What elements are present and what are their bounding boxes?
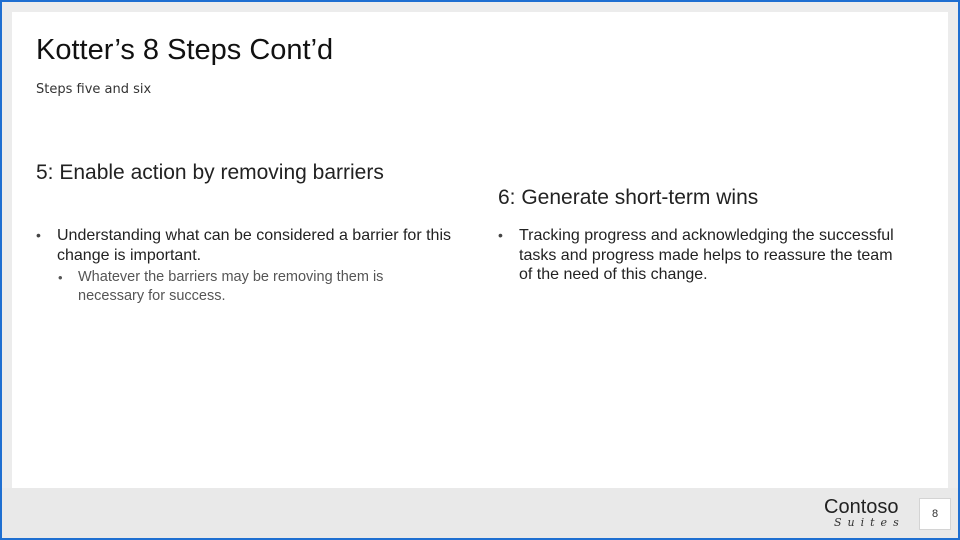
left-bullet-item	[32, 226, 452, 306]
logo-tagline: Suites	[834, 516, 905, 529]
slide-canvas	[12, 12, 948, 488]
left-sub-bullet-list	[57, 268, 452, 306]
left-bullet-text: Understanding what can be considered a barrier for this change is important.	[57, 227, 451, 264]
footer-band	[2, 488, 958, 538]
right-bullet-text: Tracking progress and acknowledging the successful tasks and progress made helps to reassure the team of the need of this change.	[519, 227, 894, 283]
logo-wordmark: Contoso	[824, 496, 899, 518]
left-sub-bullet-text: Whatever the barriers may be removing them is necessary for success.	[78, 269, 384, 304]
left-sub-bullet-item	[57, 268, 452, 306]
left-column-heading: 5: Enable action by removing barriers	[36, 161, 384, 184]
page-number-box: 8	[919, 498, 951, 530]
right-bullet-item	[494, 226, 894, 285]
right-column-heading: 6: Generate short-term wins	[498, 186, 759, 209]
left-bullet-list	[32, 226, 452, 306]
slide-subtitle: Steps five and six	[36, 82, 152, 97]
contoso-logo	[816, 496, 912, 532]
slide-title: Kotter’s 8 Steps Cont’d	[36, 34, 334, 66]
right-bullet-list	[494, 226, 894, 285]
